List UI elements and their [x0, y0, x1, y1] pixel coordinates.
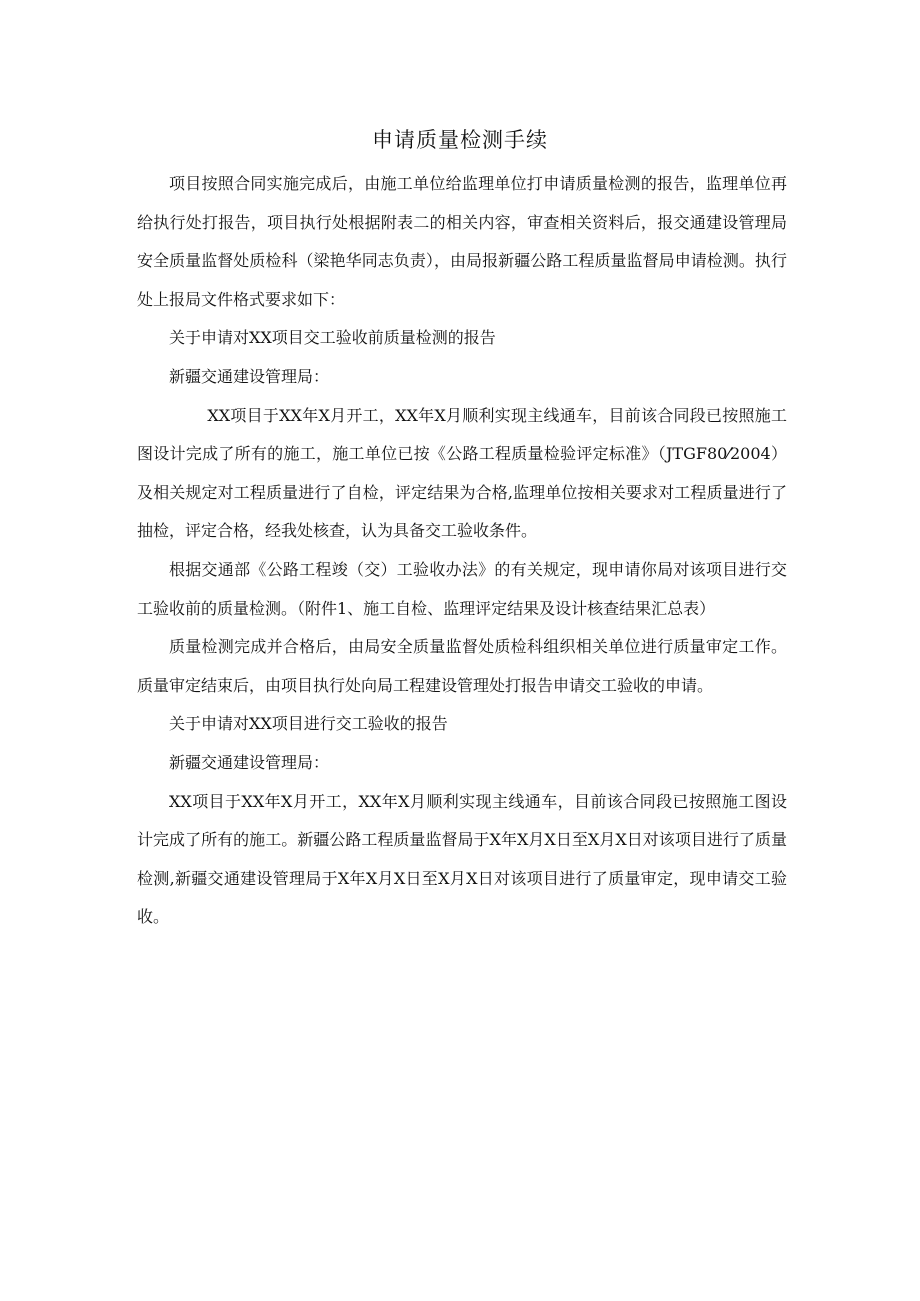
document-title: 申请质量检测手续: [372, 128, 548, 152]
paragraph-report-body-2: XX项目于XX年X月开工，XX年X月顺利实现主线通车，目前该合同段已按照施工图设计完成了所有的施工。新疆公路工程质量监督局于X年X月X日至X月X日对该项目进行了质量检测,新疆交通建设管理局于X年X月X日至X月X日对该项目进行了质量审定，现申请交工验收。: [137, 791, 787, 927]
paragraph-report-body-1: XX项目于XX年X月开工，XX年X月顺利实现主线通车，目前该合同段已按照施工图设计完成了所有的施工，施工单位已按《公路工程质量检验评定标准》（JTGF80⁄2004）及相关规定对工程质量进行了自检，评定结果为合格,监理单位按相关要求对工程质量进行了抽检，评定合格，经我处核查，认为具备交工验收条件。: [137, 405, 787, 541]
paragraph-addressee-2: 新疆交通建设管理局：: [169, 752, 330, 772]
paragraph-procedure: 项目按照合同实施完成后，由施工单位给监理单位打申请质量检测的报告，监理单位再给执行处打报告，项目执行处根据附表二的相关内容，审查相关资料后，报交通建设管理局安全质量监督处质检科（梁艳华同志负责），由局报新疆公路工程质量监督局申请检测。执行处上报局文件格式要求如下：: [137, 174, 787, 309]
paragraph-report-title-1: 关于申请对XX项目交工验收前质量检测的报告: [169, 328, 496, 348]
paragraph-request-basis: 根据交通部《公路工程竣（交）工验收办法》的有关规定，现申请你局对该项目进行交工验收前的质量检测。（附件1、施工自检、监理评定结果及设计核查结果汇总表）: [137, 559, 787, 618]
paragraph-addressee-1: 新疆交通建设管理局：: [169, 366, 330, 386]
document-body: [137, 165, 787, 937]
paragraph-quality-approval: 质量检测完成并合格后，由局安全质量监督处质检科组织相关单位进行质量审定工作。质量审定结束后，由项目执行处向局工程建设管理处打报告申请交工验收的申请。: [137, 637, 787, 695]
paragraph-report-title-2: 关于申请对XX项目进行交工验收的报告: [169, 714, 448, 734]
